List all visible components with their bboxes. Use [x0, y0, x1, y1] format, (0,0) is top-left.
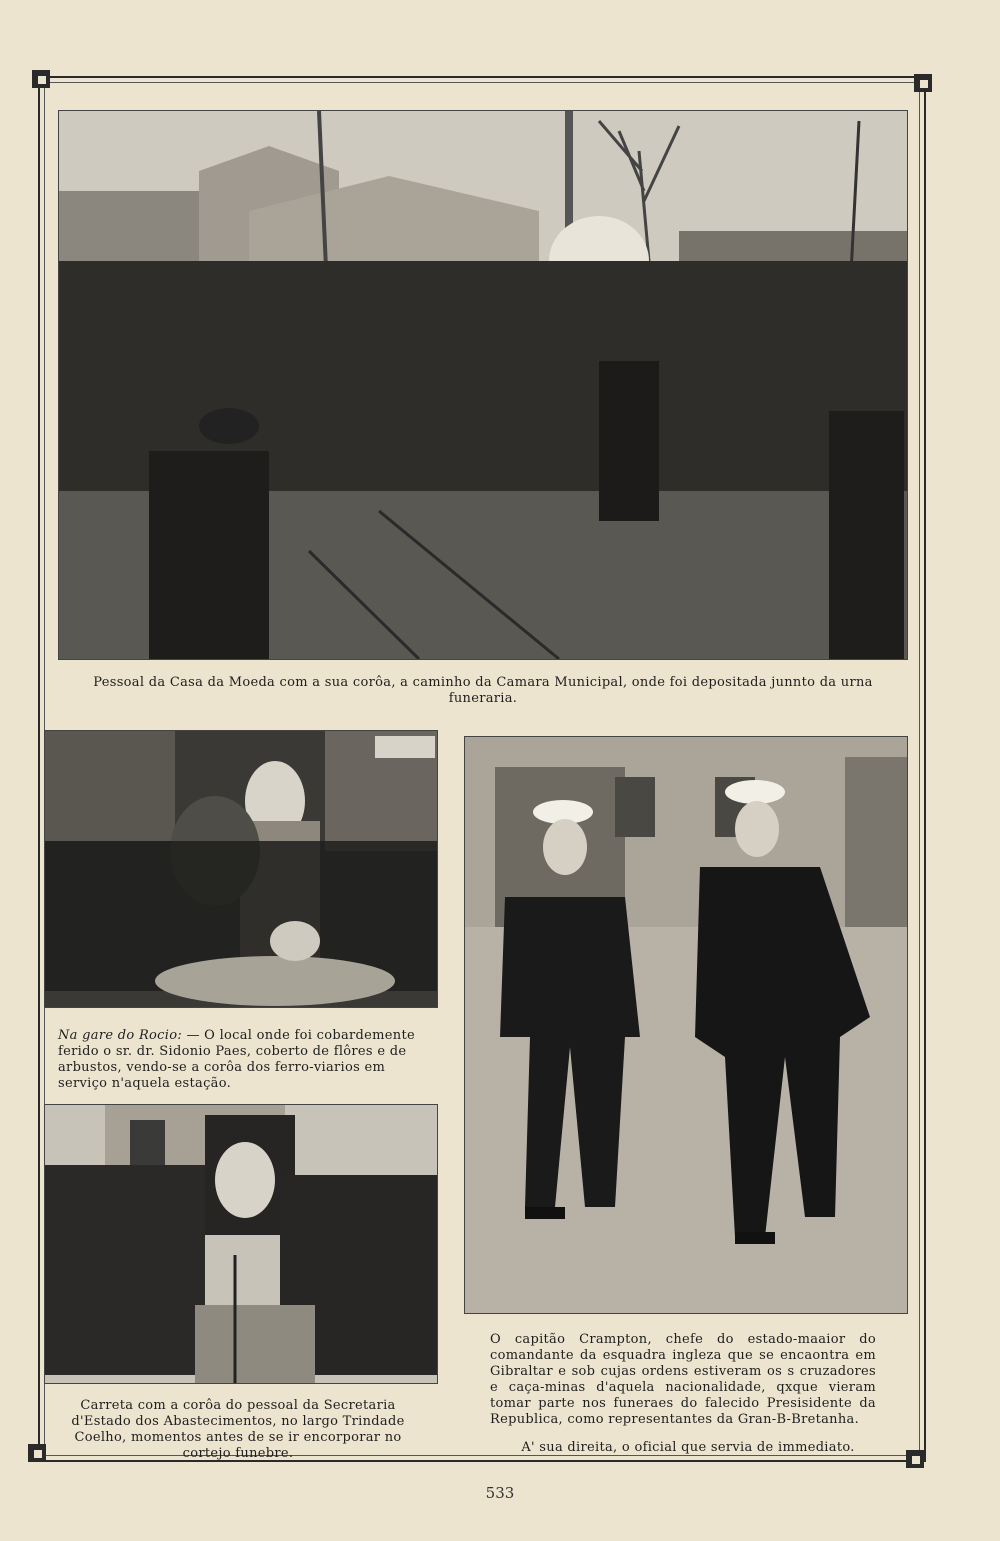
crowd-procession-photo — [58, 110, 908, 660]
naval-officers-photo — [464, 736, 908, 1314]
corner-ornament-top-left — [32, 70, 50, 88]
caption-lead: Na gare do Rocio: — [58, 1028, 183, 1043]
corner-ornament-top-right — [914, 74, 932, 92]
corner-ornament-bottom-right — [906, 1450, 924, 1468]
bottom-left-caption: Carreta com a corôa do pessoal da Secretaria d'Estado dos Abastecimentos, no largo Trindade Coelho, momentos antes de se ir encorporar no cortejo funebre. — [71, 1398, 405, 1461]
page-number: 533 — [485, 1484, 515, 1502]
top-photo-caption: Pessoal da Casa da Moeda com a sua corôa, a caminho da Camara Municipal, onde foi depositada junnto da urna funeraria. — [93, 675, 873, 706]
station-memorial-photo — [44, 730, 438, 1008]
carriage-wreath-photo — [44, 1104, 438, 1384]
right-caption-note: A' sua direita, o oficial que servia de immediato. — [521, 1440, 855, 1455]
corner-ornament-bottom-left — [28, 1444, 46, 1462]
right-caption: O capitão Crampton, chefe do estado-maaior do comandante da esquadra ingleza que se encaontra em Gibraltar e sob cujas ordens estiveram os s cruzadores e caça-minas d'aquela nacionalidade, qxque vieram tomar parte nos funeraes do falecido Presisidente da Republica, como representantes da Gran-B-Bretanha. — [490, 1332, 876, 1427]
middle-left-caption — [58, 1028, 424, 1092]
caption-body: — O local onde foi cobardemente ferido o sr. dr. Sidonio Paes, coberto de flôres e de arbustos, vendo-se a corôa dos ferro-viarios em serviço n'aquela estação. — [58, 1028, 415, 1091]
